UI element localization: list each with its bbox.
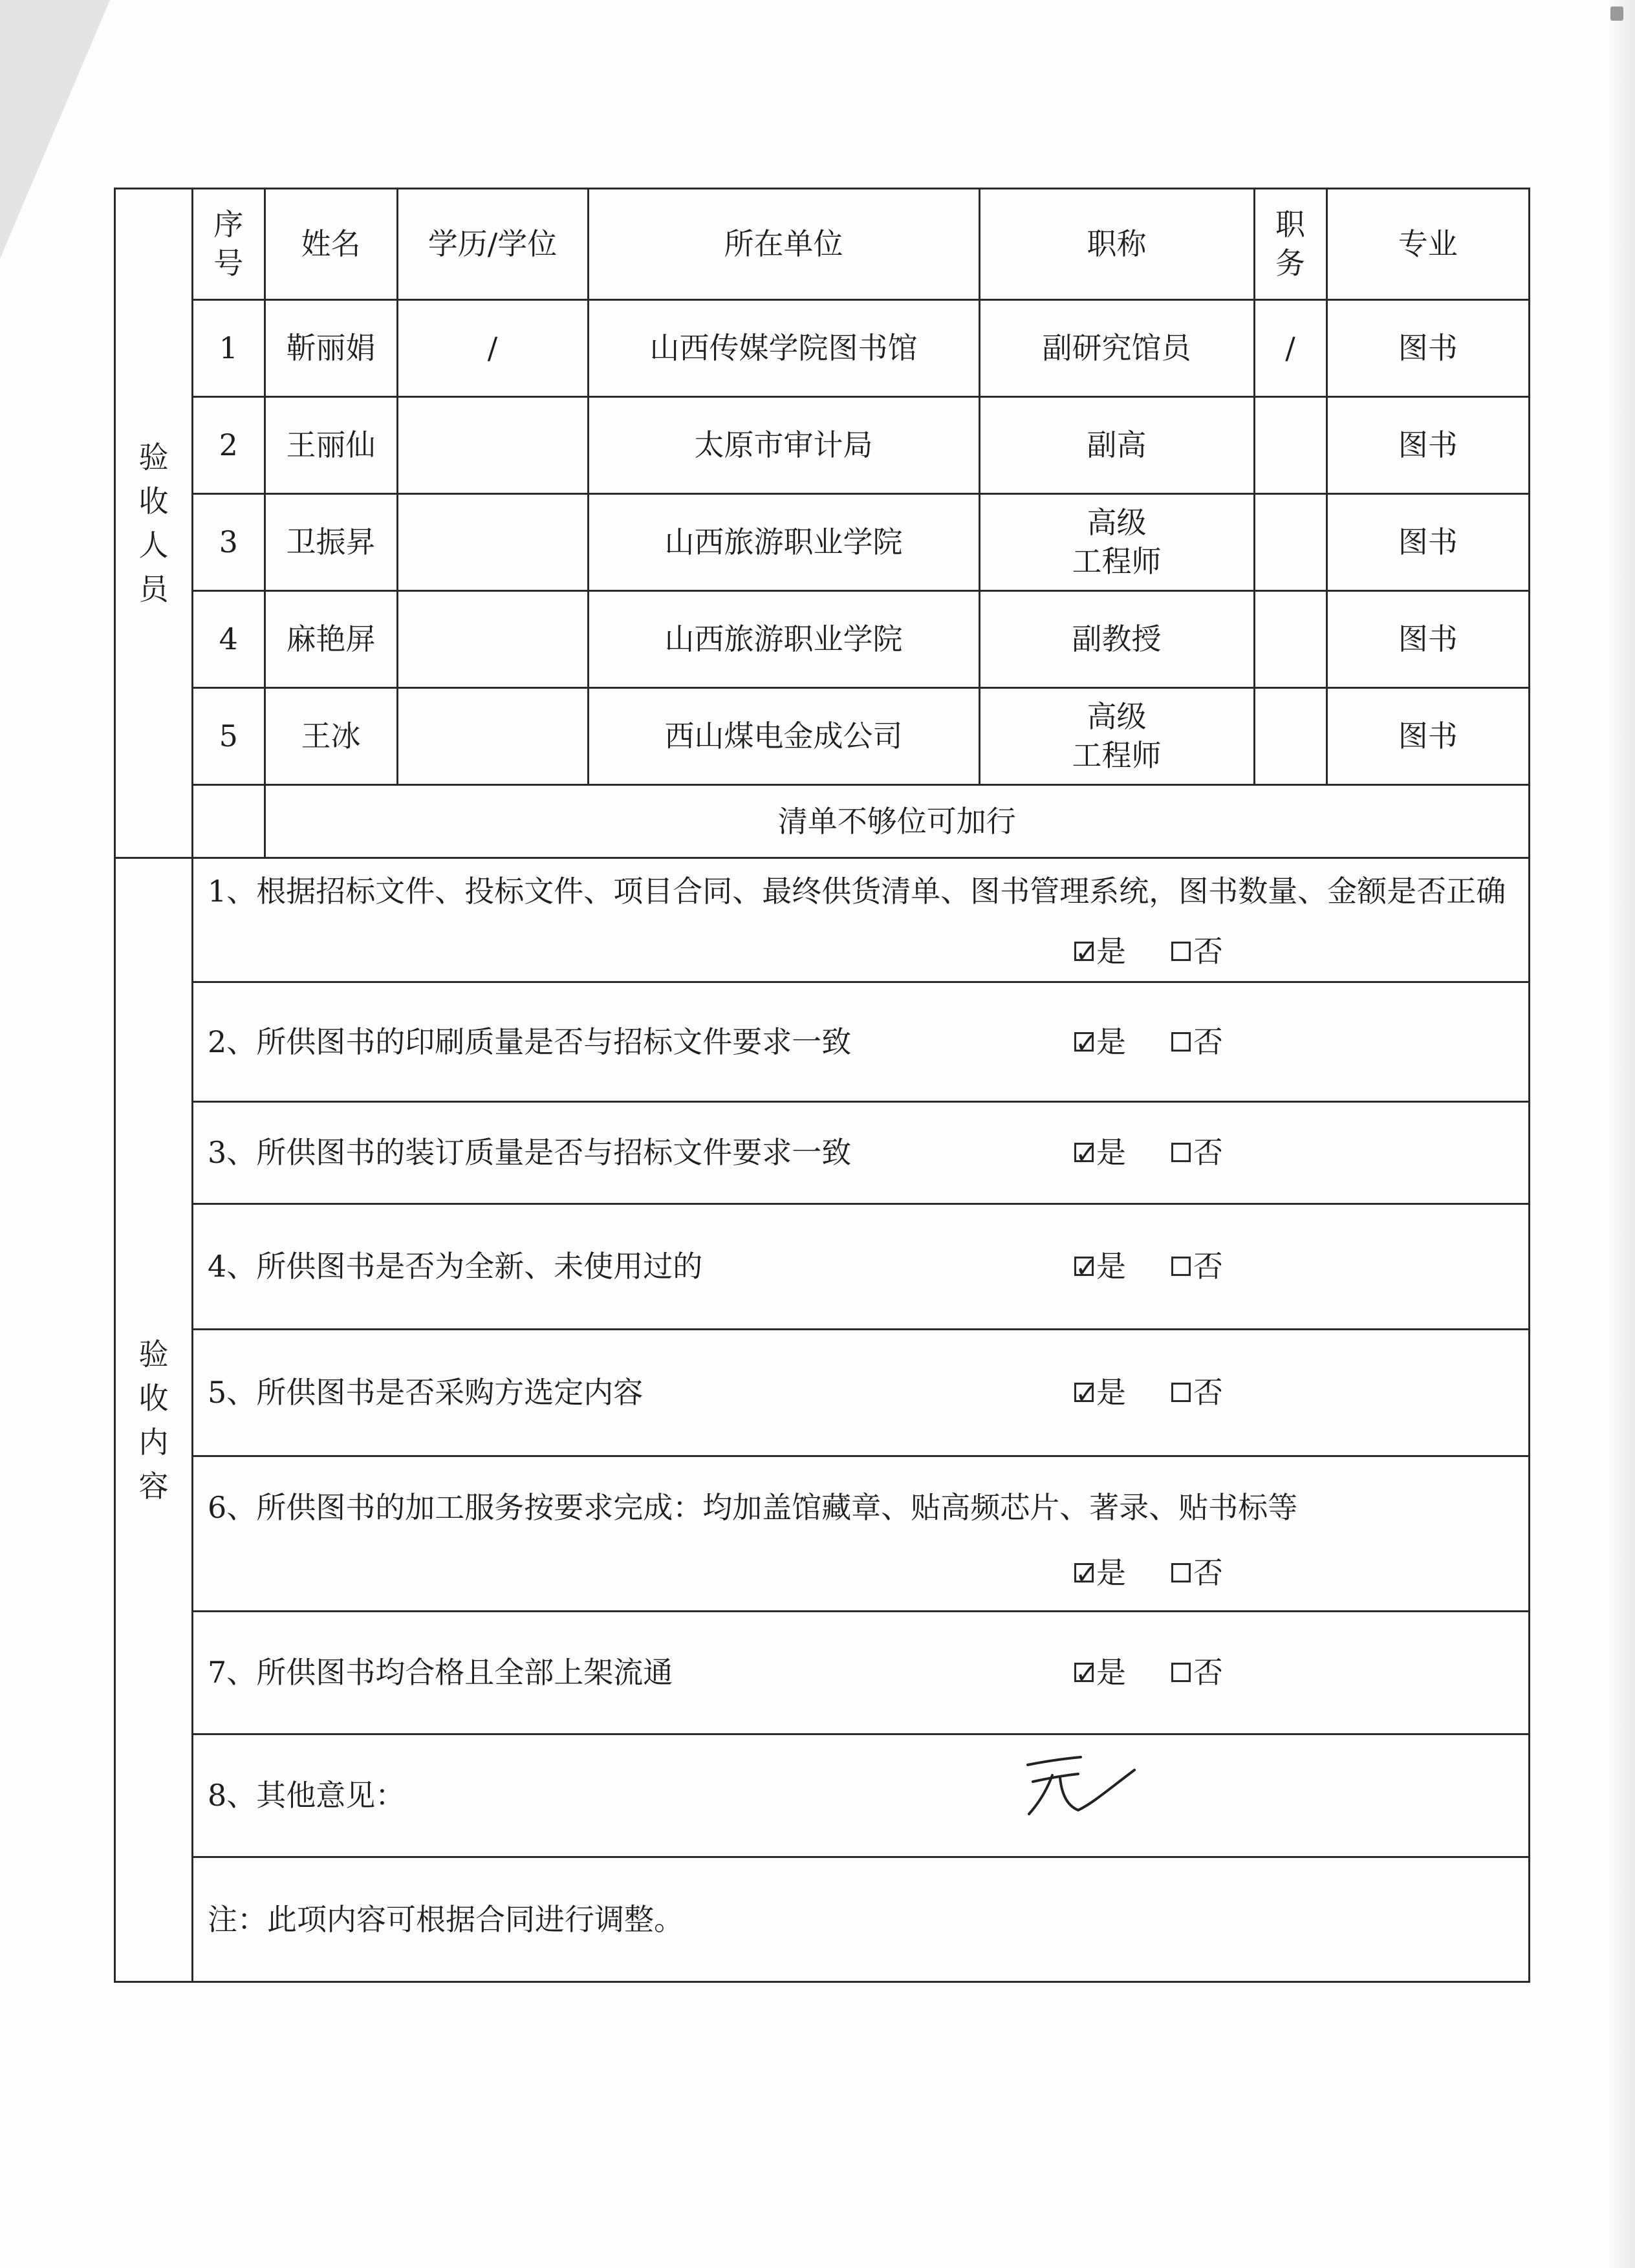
cell-position — [1254, 493, 1326, 590]
cell-seq: 2 — [193, 396, 265, 493]
no-checkbox[interactable] — [1171, 1383, 1191, 1402]
handwritten-signature — [1021, 1752, 1164, 1823]
cell-seq: 4 — [193, 590, 265, 687]
yes-checkbox[interactable] — [1074, 936, 1098, 968]
staff-header-row — [193, 189, 1528, 299]
check-mark-icon: ✓ — [1075, 936, 1098, 968]
note-row — [193, 1857, 1528, 1981]
cell-position — [1254, 396, 1326, 493]
cell-degree — [397, 687, 588, 784]
other-opinion-label: 8、其他意见： — [208, 1778, 406, 1813]
no-option[interactable]: 否 — [1171, 1132, 1268, 1173]
yes-option[interactable]: ✓ 是 — [1075, 933, 1126, 969]
check-mark-icon: ✓ — [1075, 1557, 1098, 1590]
scan-edge — [1609, 0, 1635, 2268]
no-checkbox[interactable] — [1171, 1032, 1191, 1052]
cell-major: 图书 — [1326, 493, 1528, 590]
staff-footer-row — [193, 784, 1528, 857]
yes-checkbox[interactable] — [1074, 1377, 1098, 1409]
check-mark-icon: ✓ — [1075, 1251, 1098, 1283]
table-row — [193, 299, 1528, 396]
cell-seq: 5 — [193, 687, 265, 784]
no-checkbox[interactable] — [1171, 1143, 1191, 1162]
yes-checkbox[interactable] — [1074, 1251, 1098, 1283]
check-question: 4、所供图书是否为全新、未使用过的 — [208, 1249, 703, 1284]
cell-degree — [397, 396, 588, 493]
staff-table — [193, 189, 1528, 857]
no-option[interactable]: 否 — [1171, 931, 1268, 972]
yes-option[interactable]: ✓ 是 — [1075, 1375, 1126, 1410]
cell-unit: 山西旅游职业学院 — [588, 590, 979, 687]
cell-degree — [397, 493, 588, 590]
acceptance-form — [114, 188, 1530, 1983]
check-mark-icon: ✓ — [1075, 1377, 1098, 1409]
header-seq: 序 号 — [193, 189, 265, 299]
cell-unit: 山西旅游职业学院 — [588, 493, 979, 590]
yes-option[interactable]: ✓ 是 — [1075, 1555, 1126, 1590]
check-item — [193, 1204, 1528, 1329]
check-item — [193, 1101, 1528, 1204]
yes-option[interactable]: ✓ 是 — [1075, 1655, 1126, 1690]
check-mark-icon: ✓ — [1075, 1026, 1098, 1059]
cell-unit: 太原市审计局 — [588, 396, 979, 493]
cell-position — [1254, 590, 1326, 687]
cell-position — [1254, 687, 1326, 784]
check-mark-icon: ✓ — [1075, 1658, 1098, 1689]
cell-title: 副研究馆员 — [979, 299, 1254, 396]
header-degree: 学历/学位 — [397, 189, 588, 299]
yes-option[interactable]: ✓ 是 — [1075, 1135, 1126, 1170]
cell-seq: 1 — [193, 299, 265, 396]
table-row — [193, 396, 1528, 493]
other-opinion-row — [193, 1734, 1528, 1857]
header-position: 职 务 — [1254, 189, 1326, 299]
check-question: 3、所供图书的装订质量是否与招标文件要求一致 — [208, 1135, 852, 1170]
table-row — [193, 687, 1528, 784]
check-item — [193, 1456, 1528, 1611]
cell-name: 卫振昇 — [265, 493, 397, 590]
check-item — [193, 1611, 1528, 1734]
yes-checkbox[interactable] — [1074, 1138, 1098, 1169]
cell-name: 王丽仙 — [265, 396, 397, 493]
check-mark-icon: ✓ — [1075, 1138, 1098, 1169]
header-major: 专业 — [1326, 189, 1528, 299]
no-checkbox[interactable] — [1171, 1563, 1191, 1582]
cell-name: 靳丽娟 — [265, 299, 397, 396]
yes-option[interactable]: ✓ 是 — [1075, 1249, 1126, 1284]
cell-major: 图书 — [1326, 396, 1528, 493]
page-corner-fold — [0, 0, 110, 259]
cell-seq: 3 — [193, 493, 265, 590]
no-option[interactable]: 否 — [1171, 1372, 1268, 1413]
check-options — [1074, 1021, 1268, 1063]
no-checkbox[interactable] — [1171, 942, 1191, 961]
no-checkbox[interactable] — [1171, 1663, 1191, 1682]
no-checkbox[interactable] — [1171, 1257, 1191, 1276]
cell-degree: / — [397, 299, 588, 396]
cell-name: 王冰 — [265, 687, 397, 784]
header-title: 职称 — [979, 189, 1254, 299]
cell-name: 麻艳屏 — [265, 590, 397, 687]
check-options — [1074, 1652, 1268, 1693]
cell-title: 高级 工程师 — [979, 493, 1254, 590]
cell-major: 图书 — [1326, 299, 1528, 396]
check-options — [1074, 1372, 1268, 1413]
check-question: 6、所供图书的加工服务按要求完成：均加盖馆藏章、贴高频芯片、著录、贴书标等 — [208, 1489, 1298, 1525]
empty-cell — [193, 784, 265, 857]
yes-checkbox[interactable] — [1074, 1026, 1098, 1059]
no-option[interactable]: 否 — [1171, 1552, 1268, 1593]
scan-mark — [1610, 6, 1623, 21]
cell-degree — [397, 590, 588, 687]
check-question: 2、所供图书的印刷质量是否与招标文件要求一致 — [208, 1024, 852, 1059]
check-options — [1074, 1132, 1268, 1173]
cell-title: 高级 工程师 — [979, 687, 1254, 784]
cell-major: 图书 — [1326, 590, 1528, 687]
cell-unit: 西山煤电金成公司 — [588, 687, 979, 784]
acceptance-checklist — [193, 859, 1528, 1981]
staff-panel — [193, 189, 1530, 858]
section-label-staff: 验 收 人 员 — [115, 189, 193, 858]
cell-unit: 山西传媒学院图书馆 — [588, 299, 979, 396]
table-row — [193, 590, 1528, 687]
check-question: 1、根据招标文件、投标文件、项目合同、最终供货清单、图书管理系统，图书数量、金额是否正确 — [208, 874, 1506, 909]
checks-panel — [193, 858, 1530, 1982]
cell-major: 图书 — [1326, 687, 1528, 784]
cell-title: 副高 — [979, 396, 1254, 493]
check-options — [1074, 1246, 1268, 1287]
yes-checkbox[interactable] — [1074, 1658, 1098, 1689]
check-item — [193, 859, 1528, 982]
no-option[interactable]: 否 — [1171, 1246, 1268, 1287]
cell-title: 副教授 — [979, 590, 1254, 687]
check-question: 7、所供图书均合格且全部上架流通 — [208, 1655, 673, 1690]
header-name: 姓名 — [265, 189, 397, 299]
check-item — [193, 982, 1528, 1101]
check-options — [1074, 931, 1268, 972]
no-option[interactable]: 否 — [1171, 1652, 1268, 1693]
add-rows-note: 清单不够位可加行 — [265, 784, 1528, 857]
check-options — [1074, 1552, 1268, 1593]
header-unit: 所在单位 — [588, 189, 979, 299]
check-question: 5、所供图书是否采购方选定内容 — [208, 1375, 644, 1410]
yes-checkbox[interactable] — [1074, 1557, 1098, 1590]
table-row — [193, 493, 1528, 590]
check-item — [193, 1329, 1528, 1456]
yes-option[interactable]: ✓ 是 — [1075, 1024, 1126, 1059]
no-option[interactable]: 否 — [1171, 1021, 1268, 1063]
adjust-note: 注：此项内容可根据合同进行调整。 — [193, 1857, 1528, 1981]
cell-position: / — [1254, 299, 1326, 396]
section-label-content: 验 收 内 容 — [115, 858, 193, 1982]
